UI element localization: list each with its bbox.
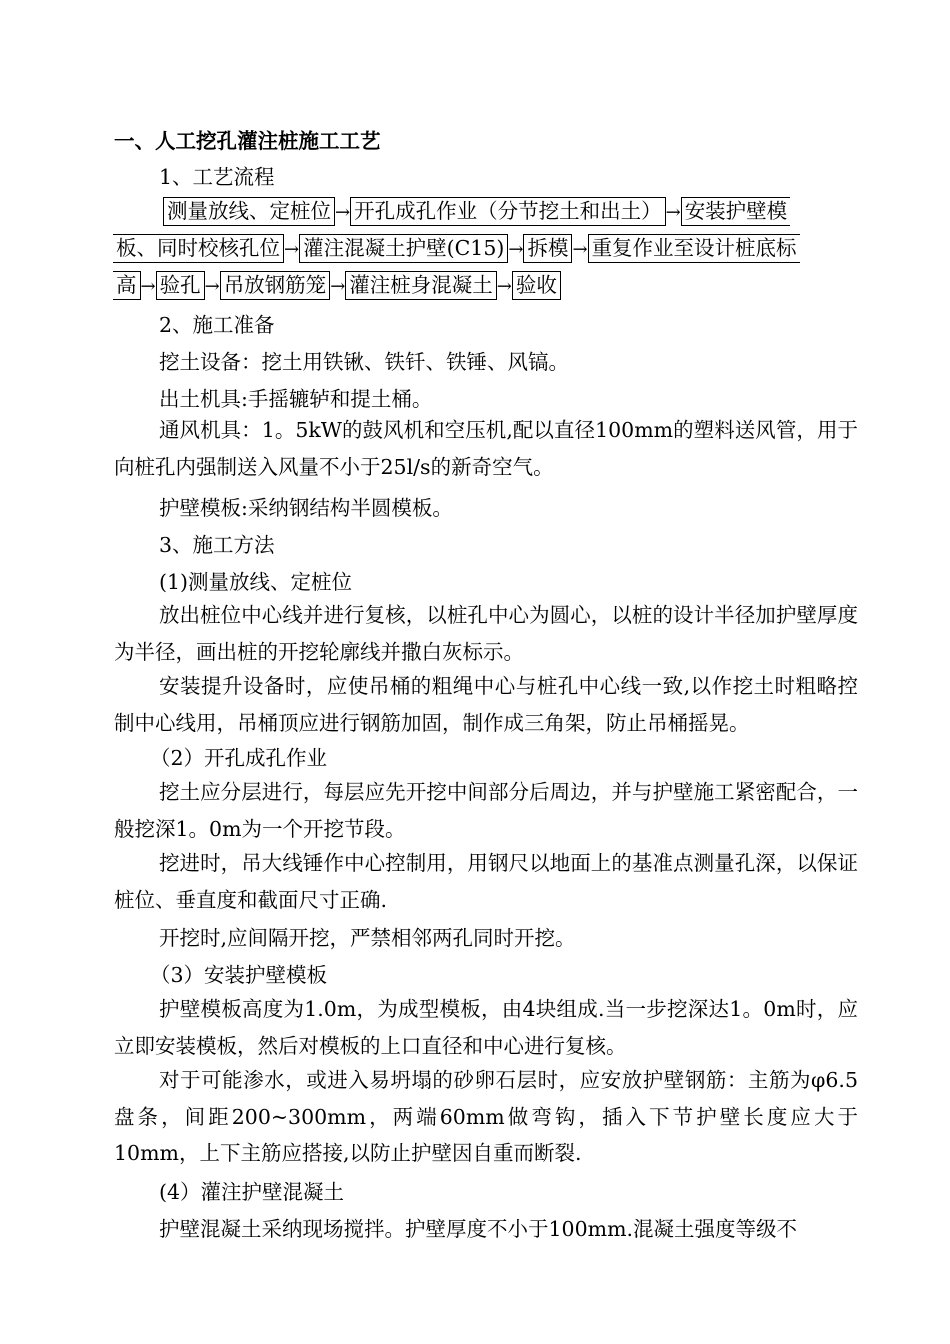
paragraph-survey-1: 放出桩位中心线并进行复核，以桩孔中心为圆心，以桩的设计半径加护壁厚度为半径，画出桩的开挖轮廓线并撒白灰标示。 (114, 603, 858, 664)
flow-line-2 (113, 234, 800, 263)
paragraph-out-equipment: 出土机具:手摇辘轳和提土桶。 (159, 387, 433, 411)
paragraph-dig-equipment: 挖土设备：挖土用铁锹、铁钎、铁锤、风镐。 (159, 350, 569, 374)
flow-arrow: → (330, 276, 346, 297)
flow-box-survey: 测量放线、定桩位 (163, 197, 335, 226)
flow-arrow: → (665, 202, 681, 223)
method-title-excavate: （2）开孔成孔作业 (150, 746, 328, 770)
subsection-title-method: 3、施工方法 (159, 533, 275, 557)
section-heading: 一、人工挖孔灌注桩施工工艺 (114, 129, 381, 153)
paragraph-excavate-2: 挖进时，吊大线锤作中心控制用，用钢尺以地面上的基准点测量孔深，以保证桩位、垂直度和截面尺寸正确. (114, 851, 858, 912)
flow-box-pour-wall: 灌注混凝土护壁(C15) (299, 234, 508, 263)
paragraph-formwork: 护壁模板:采纳钢结构半圆模板。 (159, 496, 453, 520)
flow-box-formwork-part1: 安装护壁模 (681, 197, 791, 226)
flow-line-3 (113, 271, 561, 300)
flow-box-excavate: 开孔成孔作业（分节挖土和出土） (350, 197, 666, 226)
paragraph-formwork-1: 护壁模板高度为1.0m，为成型模板，由4块组成.当一步挖深达1。0m时，应立即安装模板，然后对模板的上口直径和中心进行复核。 (114, 997, 858, 1058)
paragraph-survey-2: 安装提升设备时，应使吊桶的粗绳中心与桩孔中心线一致,以作挖土时粗略控制中心线用，吊桶顶应进行钢筋加固，制作成三角架，防止吊桶摇晃。 (114, 674, 858, 735)
flow-box-inspect-hole: 验孔 (156, 271, 205, 300)
flow-box-repeat-part2: 高 (113, 271, 141, 300)
paragraph-excavate-1: 挖土应分层进行，每层应先开挖中间部分后周边，并与护壁施工紧密配合，一般挖深1。0m为一个开挖节段。 (114, 780, 858, 841)
flow-box-remove-form: 拆模 (523, 234, 572, 263)
flow-box-pour-pile: 灌注桩身混凝土 (345, 271, 497, 300)
subsection-title-preparation: 2、施工准备 (159, 313, 275, 337)
method-title-survey: (1)测量放线、定桩位 (159, 570, 353, 594)
paragraph-formwork-2: 对于可能渗水，或进入易坍塌的砂卵石层时，应安放护壁钢筋：主筋为φ6.5盘条，间距200~300mm，两端60mm做弯钩，插入下节护壁长度应大于10mm，上下主筋应搭接,以防止护壁因自重而断裂. (114, 1068, 858, 1165)
flow-box-repeat-part1: 重复作业至设计桩底标 (588, 234, 800, 263)
paragraph-pour-wall-1: 护壁混凝土采纳现场搅拌。护壁厚度不小于100mm.混凝土强度等级不 (159, 1217, 798, 1241)
flow-arrow: → (284, 239, 300, 260)
subsection-title-process: 1、工艺流程 (159, 165, 275, 189)
flow-box-formwork-part2: 板、同时校核孔位 (113, 234, 284, 263)
method-title-formwork: （3）安装护壁模板 (150, 963, 328, 987)
method-title-pour-wall: (4）灌注护壁混凝土 (159, 1180, 345, 1204)
flow-arrow: → (204, 276, 220, 297)
paragraph-excavate-3: 开挖时,应间隔开挖，严禁相邻两孔同时开挖。 (159, 926, 576, 950)
flow-arrow: → (140, 276, 156, 297)
flow-arrow: → (496, 276, 512, 297)
flow-line-1 (163, 197, 790, 226)
paragraph-ventilation: 通风机具：1。5kW的鼓风机和空压机,配以直径100mm的塑料送风管，用于向桩孔内强制送入风量不小于25l/s的新奇空气。 (114, 418, 858, 479)
flow-box-acceptance: 验收 (512, 271, 561, 300)
flow-arrow: → (572, 239, 588, 260)
flow-box-rebar-cage: 吊放钢筋笼 (220, 271, 331, 300)
flow-arrow: → (508, 239, 524, 260)
flow-arrow: → (335, 202, 351, 223)
